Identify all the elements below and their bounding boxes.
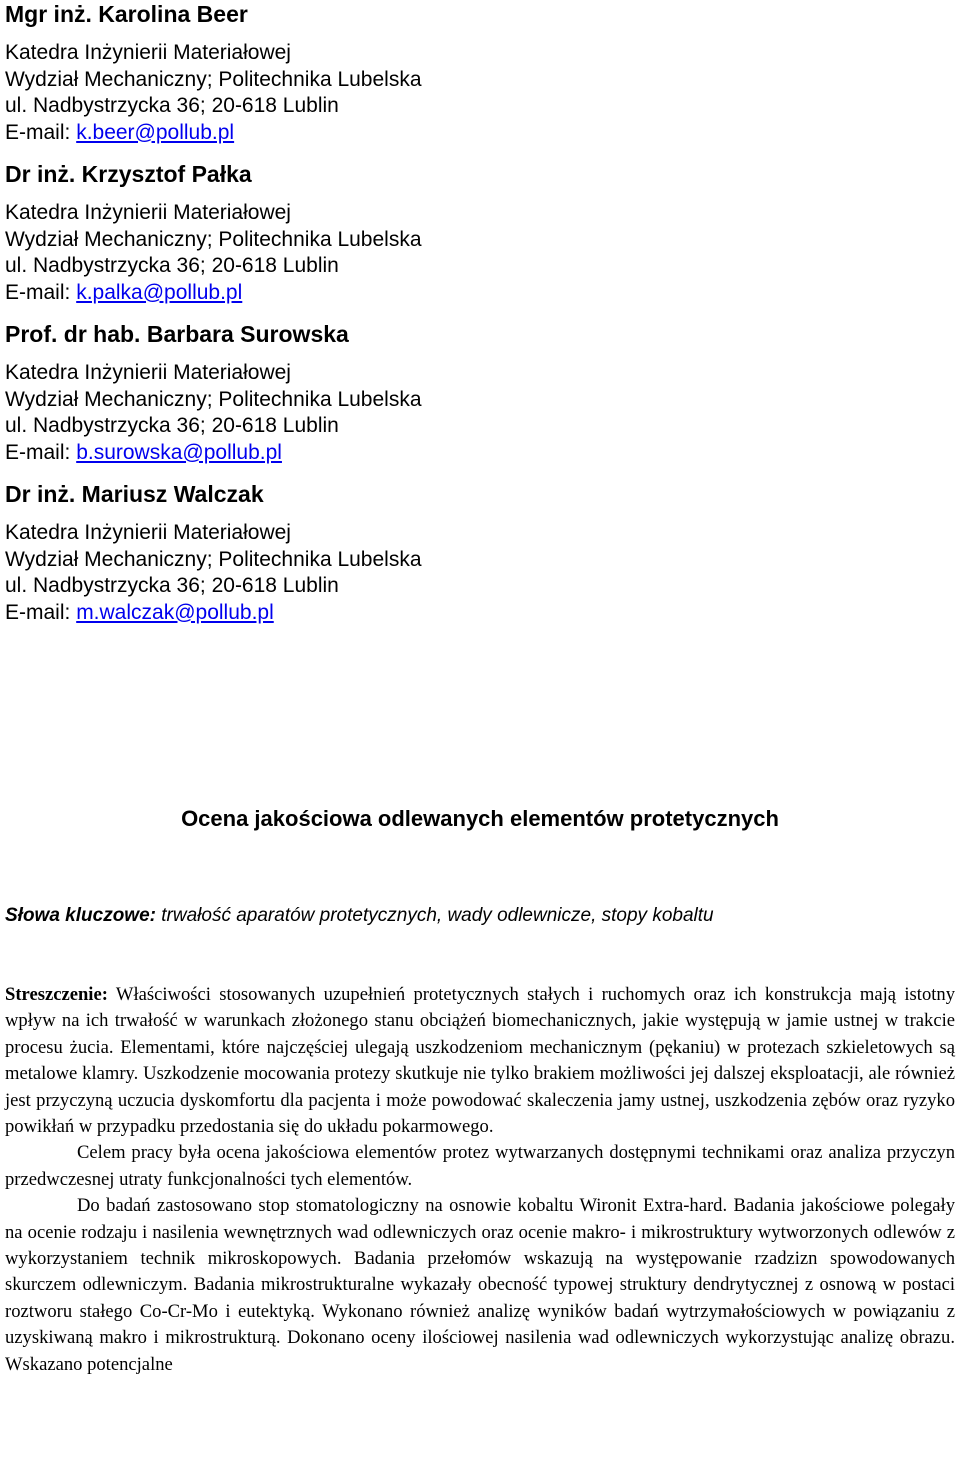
author-department: Katedra Inżynierii Materiałowej	[5, 201, 291, 224]
email-link[interactable]: m.walczak@pollub.pl	[76, 600, 274, 624]
abstract-paragraph: Celem pracy była ocena jakościowa elementów protez wytwarzanych dostępnymi technikami oraz analiza przyczyn przedwczesnej utraty funkcjonalności tych elementów.	[5, 1142, 955, 1190]
email-label: E-mail:	[5, 120, 77, 144]
keywords	[5, 902, 955, 930]
author-address: ul. Nadbystrzycka 36; 20-618 Lublin	[5, 254, 339, 277]
abstract-paragraph	[5, 982, 955, 1140]
author-address: ul. Nadbystrzycka 36; 20-618 Lublin	[5, 574, 339, 597]
author-email-line	[5, 440, 945, 467]
paper-title: Ocena jakościowa odlewanych elementów protetycznych	[181, 806, 779, 831]
author-address: ul. Nadbystrzycka 36; 20-618 Lublin	[5, 414, 339, 437]
author-department: Katedra Inżynierii Materiałowej	[5, 41, 291, 64]
email-link[interactable]: b.surowska@pollub.pl	[76, 440, 282, 464]
author-email-line	[5, 280, 945, 307]
author-list	[5, 0, 945, 640]
abstract-paragraph-text: Właściwości stosowanych uzupełnień protetycznych stałych i ruchomych oraz ich konstrukcja mają istotny wpływ na ich trwałość w warunkach złożonego stanu obciążeń biomechanicznych, jakie występują w jamie ustnej w trakcie procesu żucia. Elementami, które najczęściej ulegają uszkodzeniom mechanicznym (pękaniu) w protezach szkieletowych są metalowe klamry. Uszkodzenie mocowania protezy skutkuje nie tylko brakiem możliwości jej dalszej eksploatacji, ale również jest przyczyną uczucia dyskomfortu dla pacjenta i może powodować skaleczenia jamy ustnej, uszkodzenia zębów oraz ryzyko powikłań w przypadku przedostania się do układu pokarmowego.	[5, 984, 956, 1138]
email-label: E-mail:	[5, 600, 77, 624]
email-link[interactable]: k.palka@pollub.pl	[76, 280, 243, 304]
keywords-text: trwałość aparatów protetycznych, wady odlewnicze, stopy kobaltu	[161, 905, 714, 926]
author-faculty: Wydział Mechaniczny; Politechnika Lubelska	[5, 227, 422, 251]
author-department: Katedra Inżynierii Materiałowej	[5, 521, 291, 544]
abstract-paragraph: Do badań zastosowano stop stomatologiczny na osnowie kobaltu Wironit Extra-hard. Badania jakościowe polegały na ocenie rodzaju i nasilenia wewnętrznych wad odlewniczych oraz ocenie makro- i mikrostruktury wytworzonych odlewów z wykorzystaniem technik mikroskopowych. Badania przełomów wskazują na występowanie rzadzizn spowodowanych skurczem odlewniczym. Badania mikrostrukturalne wykazały obecność typowej struktury dendrytycznej z osnową w postaci roztworu stałego Co-Cr-Mo i eutektyką. Wykonano również analizę wyników badań wytrzymałościowych w powiązaniu z uzyskiwaną makro i mikrostrukturą. Dokonano oceny ilościowej nasilenia wad odlewniczych wykorzystując analizę obrazu. Wskazano potencjalne	[5, 1195, 955, 1375]
abstract	[5, 982, 955, 1378]
author-faculty: Wydział Mechaniczny; Politechnika Lubelska	[5, 67, 422, 91]
author-department: Katedra Inżynierii Materiałowej	[5, 361, 291, 384]
author-block	[5, 160, 945, 306]
author-email-line	[5, 600, 945, 627]
author-faculty: Wydział Mechaniczny; Politechnika Lubelska	[5, 547, 422, 571]
author-name: Prof. dr hab. Barbara Surowska	[5, 321, 349, 347]
author-name: Dr inż. Mariusz Walczak	[5, 481, 264, 507]
author-block	[5, 0, 945, 146]
email-link[interactable]: k.beer@pollub.pl	[76, 120, 235, 144]
email-label: E-mail:	[5, 280, 77, 304]
author-block	[5, 320, 945, 466]
author-name: Mgr inż. Karolina Beer	[5, 1, 248, 27]
keywords-label: Słowa kluczowe:	[5, 905, 156, 926]
author-block	[5, 480, 945, 626]
author-faculty: Wydział Mechaniczny; Politechnika Lubelska	[5, 387, 422, 411]
author-address: ul. Nadbystrzycka 36; 20-618 Lublin	[5, 94, 339, 117]
author-email-line	[5, 120, 945, 147]
email-label: E-mail:	[5, 440, 77, 464]
abstract-label: Streszczenie:	[5, 984, 108, 1005]
author-name: Dr inż. Krzysztof Pałka	[5, 161, 252, 187]
